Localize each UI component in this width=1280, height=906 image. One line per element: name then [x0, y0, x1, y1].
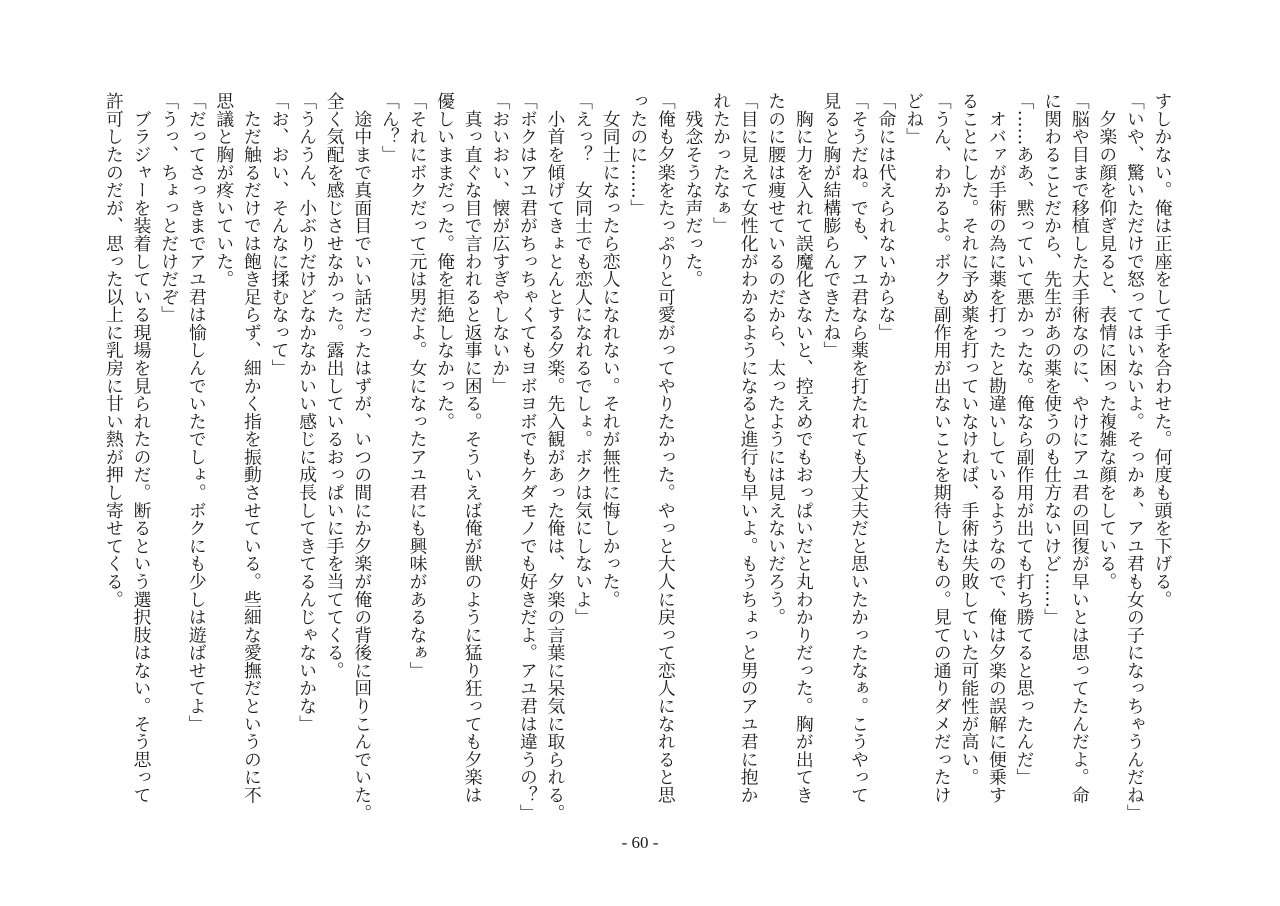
text-line: どね」 — [903, 92, 925, 146]
text-line: 「ボクはアユ君がちっちゃくてもヨボヨボでもケダモノでも好きだよ。アユ君は違うの？」 — [517, 92, 539, 822]
text-line: ったのに……」 — [627, 92, 649, 217]
text-line: ることにした。それに予め薬を打っていなければ、手術は失敗していた可能性が高い。 — [958, 92, 980, 786]
page-number: - 60 - — [621, 833, 659, 852]
text-line: に関わることだから、先生があの薬を使うのも仕方ないけど……」 — [1041, 92, 1063, 626]
text-line: 優しいままだった。俺を拒絶しなかった。 — [434, 92, 456, 431]
text-line: 思議と胸が疼いていた。 — [213, 92, 235, 288]
text-line: 「俺も夕楽をたっぷりと可愛がってやりたかった。やっと大人に戻って恋人になれると思 — [655, 92, 677, 804]
text-line: 途中まで真面目でいい話だったはずが、いつの間にか夕楽が俺の背後に回りこんでいた。 — [351, 92, 373, 822]
text-line: 「ん？」 — [379, 92, 401, 164]
text-line: 「そうだね。でも、アユ君なら薬を打たれても大丈夫だと思いたかったなぁ。こうやって — [848, 92, 870, 804]
text-line: 「目に見えて女性化がわかるようになると進行も早いよ。もうちょっと男のアユ君に抱か — [738, 92, 760, 804]
text-line: たのに腰は痩せているのだから、太ったようには見えないだろう。 — [765, 92, 787, 626]
text-line: 小首を傾げてきょとんとする夕楽。先入観があった俺は、夕楽の言葉に呆気に取られる。 — [544, 92, 566, 822]
text-line: 見ると胸が結構膨らんできたね」 — [820, 92, 842, 359]
text-line: 「だってさっきまでアユ君は愉しんでいたでしょ。ボクにも少しは遊ばせてよ」 — [186, 92, 208, 733]
text-line: オバァが手術の為に薬を打ったと勘違いしているようなので、俺は夕楽の誤解に便乗す — [986, 92, 1008, 804]
body-text-vertical — [100, 92, 1176, 822]
text-line: 真っ直ぐな目で言われると返事に困る。そういえば俺が獣のように猛り狂っても夕楽は — [462, 92, 484, 804]
text-line: れたかったなぁ」 — [710, 92, 732, 235]
text-line: 全く気配を感じさせなかった。露出しているおっぱいに手を当ててくる。 — [324, 92, 346, 680]
text-line: 「えっ？ 女同士でも恋人になれるでしょ。ボクは気にしないよ」 — [572, 92, 594, 626]
text-line: 「いや、驚いただけで怒ってはいないよ。そっかぁ、アユ君も女の子になっちゃうんだね」 — [1124, 92, 1146, 822]
text-line: 「脳や目まで移植した大手術なのに、やけにアユ君の回復が早いとは思ってたんだよ。命 — [1069, 92, 1091, 804]
text-line: 「うんうん、小ぶりだけどなかなかいい感じに成長してきてるんじゃないかな」 — [296, 92, 318, 733]
text-line: 「お、おい、そんなに揉むなって」 — [269, 92, 290, 377]
text-line: 残念そうな声だった。 — [682, 92, 704, 288]
text-line: 許可したのだが、思った以上に乳房に甘い熱が押し寄せてくる。 — [103, 92, 125, 608]
text-line: 胸に力を入れて誤魔化さないと、控えめでもおっぱいだと丸わかりだった。胸が出てき — [793, 92, 815, 804]
text-line: 「うん、わかるよ。ボクも副作用が出ないことを期待したもの。見ての通りダメだったけ — [931, 92, 953, 804]
text-line: すしかない。俺は正座をして手を合わせた。何度も頭を下げる。 — [1152, 92, 1173, 608]
text-line: 「……ああ、黙っていて悪かったな。俺なら副作用が出ても打ち勝てると思ったんだ」 — [1014, 92, 1036, 786]
text-line: 「それにボクだって元は男だよ。女になったアユ君にも興味があるなぁ」 — [406, 92, 428, 680]
text-line: 女同士になったら恋人になれない。それが無性に悔しかった。 — [600, 92, 622, 608]
text-line: ブラジャーを装着している現場を見られたのだ。断るという選択肢はない。そう思って — [131, 92, 153, 804]
text-line: 「うっ、ちょっとだけだぞ」 — [158, 92, 180, 324]
text-line: 「命には代えられないからな」 — [876, 92, 898, 342]
text-line: 「おいおい、懐が広すぎやしないか」 — [489, 92, 511, 395]
text-line: ただ触るだけでは飽き足らず、細かく指を振動させている。些細な愛撫だというのに不 — [241, 92, 263, 804]
text-line: 夕楽の顔を仰ぎ見ると、表情に困った複雑な顔をしている。 — [1096, 92, 1118, 591]
